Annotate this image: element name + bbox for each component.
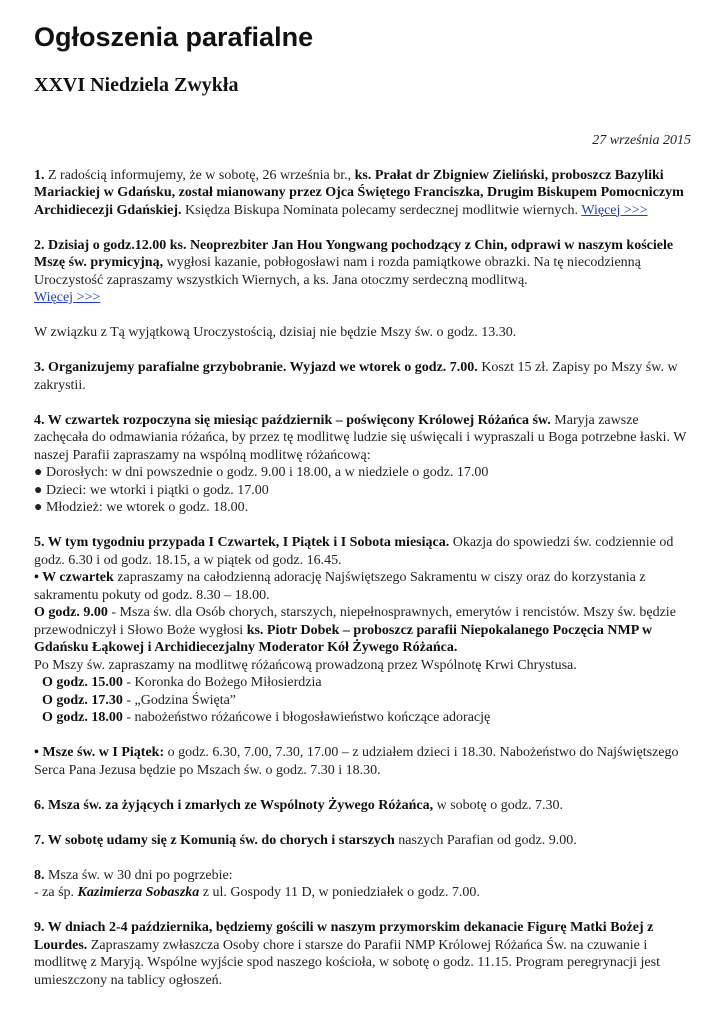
deceased-name: Kazimierza Sobaszka bbox=[77, 885, 200, 900]
announcement-6: 6. Msza św. za żyjących i zmarłych ze Wspólnoty Żywego Różańca, w sobotę o godz. 7.30. bbox=[34, 797, 563, 813]
announcement-6-highlight: 6. Msza św. za żyjących i zmarłych ze Wspólnoty Żywego Różańca, bbox=[34, 797, 434, 813]
announcement-1: 1. Z radością informujemy, że w sobotę, 26 września br., ks. Prałat dr Zbigniew Zieliński, proboszcz Bazyliki Mariackiej w Gdańsku, został mianowany przez Ojca Świętego Franciszka, Drugim Biskupem Pomocniczym Archidiecezji Gdańskiej. Księdza Biskupa Nominata polecamy serdecznej modlitwie wiernych. Więcej >>> bbox=[34, 167, 684, 218]
announcement-2-note: W związku z Tą wyjątkową Uroczystością, dzisiaj nie będzie Mszy św. o godz. 13.30. bbox=[34, 325, 517, 340]
more-link-2[interactable]: Więcej >>> bbox=[34, 290, 101, 305]
announcement-date: 27 września 2015 bbox=[592, 133, 691, 148]
announcement-7: 7. W sobotę udamy się z Komunią św. do chorych i starszych naszych Parafian od godz. 9.00. bbox=[34, 832, 577, 848]
announcement-4-highlight: 4. W czwartek rozpoczyna się miesiąc październik – poświęcony Królowej Różańca św. bbox=[34, 412, 551, 428]
announcement-4: 4. W czwartek rozpoczyna się miesiąc październik – poświęcony Królowej Różańca św. Maryja zawsze zachęcała do odmawiania różańca, by przez tę modlitwę ludzie się uświęcali i wypraszali u Boga potrzebne łaski. W naszej Parafii zapraszamy na wspólną modlitwę różańcową: bbox=[34, 412, 687, 463]
announcement-8-number: 8. bbox=[34, 867, 45, 883]
schedule-item: O godz. 17.30 - „Godzina Święta” bbox=[42, 692, 237, 708]
first-friday-masses: • Msze św. w I Piątek: o godz. 6.30, 7.00, 7.30, 17.00 – z udziałem dzieci i 18.30. Nabożeństwo do Najświętszego Serca Pana Jezusa będzie po Mszach św. o godz. 7.30 i 18.30. bbox=[34, 745, 679, 778]
rosary-list-item: ● Dzieci: we wtorki i piątki o godz. 17.00 bbox=[34, 482, 269, 498]
rosary-list-item: ● Dorosłych: w dni powszednie o godz. 9.00 i 18.00, a w niedziele o godz. 17.00 bbox=[34, 465, 489, 480]
announcement-5: 5. W tym tygodniu przypada I Czwartek, I Piątek i I Sobota miesiąca. Okazja do spowiedzi św. codziennie od godz. 6.30 i od godz. 18.15, a w piątek od godz. 16.45. • W czwartek zapraszamy na całodzienną adorację Najświętszego Sakramentu w ciszy oraz do korzystania z sakramentu pokuty od godz. 8.30 – 18.00. O godz. 9.00 - Msza św. dla Osób chorych, starszych, niepełnosprawnych, emerytów i rencistów. Mszy św. będzie przewodniczył i Słowo Boże wygłosi ks. Piotr Dobek – proboszcz parafii Niepokalanego Poczęcia NMP w Gdańsku Łąkowej i Archidiecezjalny Moderator Kół Żywego Różańca. Po Mszy św. zapraszamy na modlitwę różańcową prowadzoną przez Wspólnotę Krwi Chrystusa. bbox=[34, 535, 676, 673]
announcement-2: 2. Dzisiaj o godz.12.00 ks. Neoprezbiter Jan Hou Yongwang pochodzący z Chin, odprawi w naszym kościele Mszę św. prymicyjną, wygłosi kazanie, pobłogosławi nam i rozda pamiątkowe obrazki. Na tę niecodzienną Uroczystość zapraszamy wszystkich Wiernych, a ks. Jana otoczmy serdeczną modlitwą. Więcej >>> bbox=[34, 237, 674, 305]
rosary-list-item: ● Młodzież: we wtorek o godz. 18.00. bbox=[34, 500, 249, 515]
schedule-item: O godz. 18.00 - nabożeństwo różańcowe i błogosławieństwo kończące adorację bbox=[42, 710, 491, 725]
announcement-9: 9. W dniach 2-4 października, będziemy gościli w naszym przymorskim dekanacie Figurę Matki Bożej z Lourdes. Zapraszamy zwłaszcza Osoby chore i starsze do Parafii NMP Królowej Różańca Św. na czuwanie i modlitwę z Maryją. Wspólne wyjście spod naszego kościoła, w sobotę o godz. 11.15. Program peregrynacji jest umieszczony na tablicy ogłoszeń. bbox=[34, 920, 660, 988]
announcement-1-highlight: ks. Prałat dr Zbigniew Zieliński, proboszcz Bazyliki Mariackiej w Gdańsku, został mianowany przez Ojca Świętego Franciszka, Drugim Biskupem Pomocniczym Archidiecezji Gdańskiej. bbox=[34, 167, 684, 218]
schedule-item: O godz. 15.00 - Koronka do Bożego Miłosierdzia bbox=[42, 675, 322, 690]
announcement-5-highlight: 5. W tym tygodniu przypada I Czwartek, I Piątek i I Sobota miesiąca. bbox=[34, 535, 450, 550]
announcement-7-highlight: 7. W sobotę udamy się z Komunią św. do chorych i starszych bbox=[34, 832, 395, 848]
announcement-1-number: 1. bbox=[34, 167, 45, 183]
announcement-9-highlight: 9. W dniach 2-4 października, będziemy gościli w naszym przymorskim dekanacie Figurę Matki Bożej z Lourdes. bbox=[34, 920, 654, 953]
announcement-8: 8. Msza św. w 30 dni po pogrzebie: - za śp. Kazimierza Sobaszka z ul. Gospody 11 D, w poniedziałek o godz. 7.00. bbox=[34, 867, 480, 900]
announcement-2-highlight: 2. Dzisiaj o godz.12.00 ks. Neoprezbiter Jan Hou Yongwang pochodzący z Chin, odprawi w naszym kościele Mszę św. prymicyjną, bbox=[34, 237, 674, 270]
announcement-3-highlight: 3. Organizujemy parafialne grzybobranie. Wyjazd we wtorek o godz. 7.00. bbox=[34, 360, 478, 375]
announcement-3: 3. Organizujemy parafialne grzybobranie. Wyjazd we wtorek o godz. 7.00. Koszt 15 zł. Zapisy po Mszy św. w zakrystii. bbox=[34, 360, 678, 393]
page-subtitle: XXVI Niedziela Zwykła bbox=[34, 74, 239, 96]
more-link-1[interactable]: Więcej >>> bbox=[581, 202, 648, 218]
page-title: Ogłoszenia parafialne bbox=[34, 22, 314, 52]
